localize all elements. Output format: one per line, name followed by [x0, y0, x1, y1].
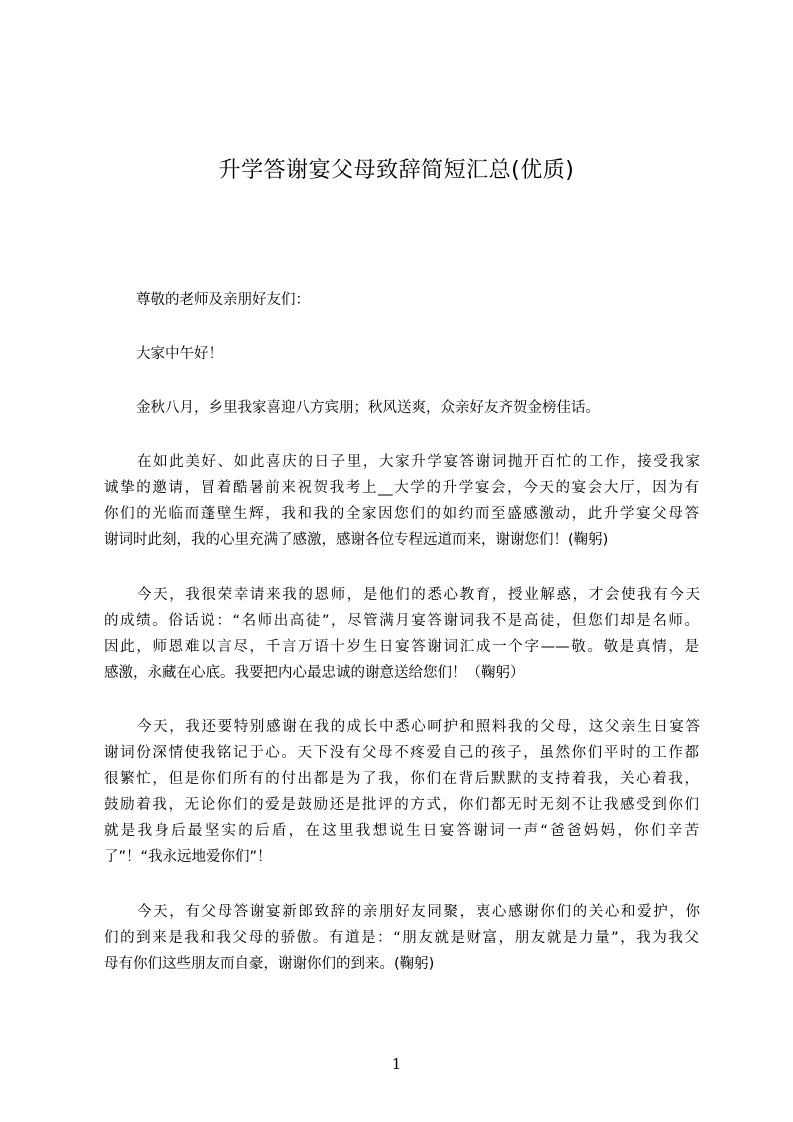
paragraph-line: 诚挚的邀请，冒着酷暑前来祝贺我考上__大学的升学宴会，今天的宴会大厅，因为有 — [104, 480, 699, 496]
paragraph-line: 鼓励着我，无论你们的爱是鼓励还是批评的方式，你们都无时无刻不让我感受到你们 — [104, 797, 699, 813]
paragraph-line: 因此，师恩难以言尽，千言万语十岁生日宴答谢词汇成一个字——敬。敬是真情，是 — [104, 639, 699, 655]
paragraph-line: 了”！“我永远地爱你们”！ — [104, 849, 272, 865]
paragraph-line: 你们的光临而蓬壁生辉，我和我的全家因您们的如约而至盛感激动，此升学宴父母答 — [104, 506, 699, 522]
paragraph-line: 的成绩。俗话说：“名师出高徒”，尽管满月宴答谢词我不是高徒，但您们却是名师。 — [104, 613, 699, 629]
paragraph-line: 在如此美好、如此喜庆的日子里，大家升学宴答谢词抛开百忙的工作，接受我家 — [137, 454, 700, 470]
paragraph-line: 今天，我很荣幸请来我的恩师，是他们的悉心教育，授业解惑，才会使我有今天 — [137, 587, 700, 603]
paragraph-line: 就是我身后最坚实的后盾，在这里我想说生日宴答谢词一声“爸爸妈妈，你们辛苦 — [104, 823, 699, 839]
paragraph-line: 很繁忙，但是你们所有的付出都是为了我，你们在背后默默的支持着我，关心着我， — [104, 771, 699, 787]
page-title: 升学答谢宴父母致辞简短汇总(优质) — [218, 157, 575, 183]
page-number: 1 — [391, 1055, 402, 1073]
paragraph-line: 母有你们这些朋友而自豪，谢谢你们的到来。(鞠躬) — [104, 956, 435, 972]
paragraph-line: 今天，有父母答谢宴新郎致辞的亲朋好友同聚，衷心感谢你们的关心和爱护，你 — [137, 904, 700, 920]
paragraph-line: 谢词时此刻，我的心里充满了感激，感谢各位专程远道而来，谢谢您们！(鞠躬) — [104, 532, 609, 548]
greeting-line: 大家中午好！ — [136, 346, 223, 362]
paragraph-line: 谢词份深情使我铭记于心。天下没有父母不疼爱自己的孩子，虽然你们平时的工作都 — [104, 745, 699, 761]
paragraph-line: 金秋八月，乡里我家喜迎八方宾朋；秋风送爽，众亲好友齐贺金榜佳话。 — [136, 400, 600, 416]
paragraph-line: 今天，我还要特别感谢在我的成长中悉心呵护和照料我的父母，这父亲生日宴答 — [137, 719, 700, 735]
salutation-line: 尊敬的老师及亲朋好友们： — [136, 292, 310, 308]
paragraph-line: 感激，永藏在心底。我要把内心最忠诚的谢意送给您们！（鞠躬） — [104, 665, 525, 681]
paragraph-line: 们的到来是我和我父母的骄傲。有道是：“朋友就是财富，朋友就是力量”，我为我父 — [104, 930, 699, 946]
